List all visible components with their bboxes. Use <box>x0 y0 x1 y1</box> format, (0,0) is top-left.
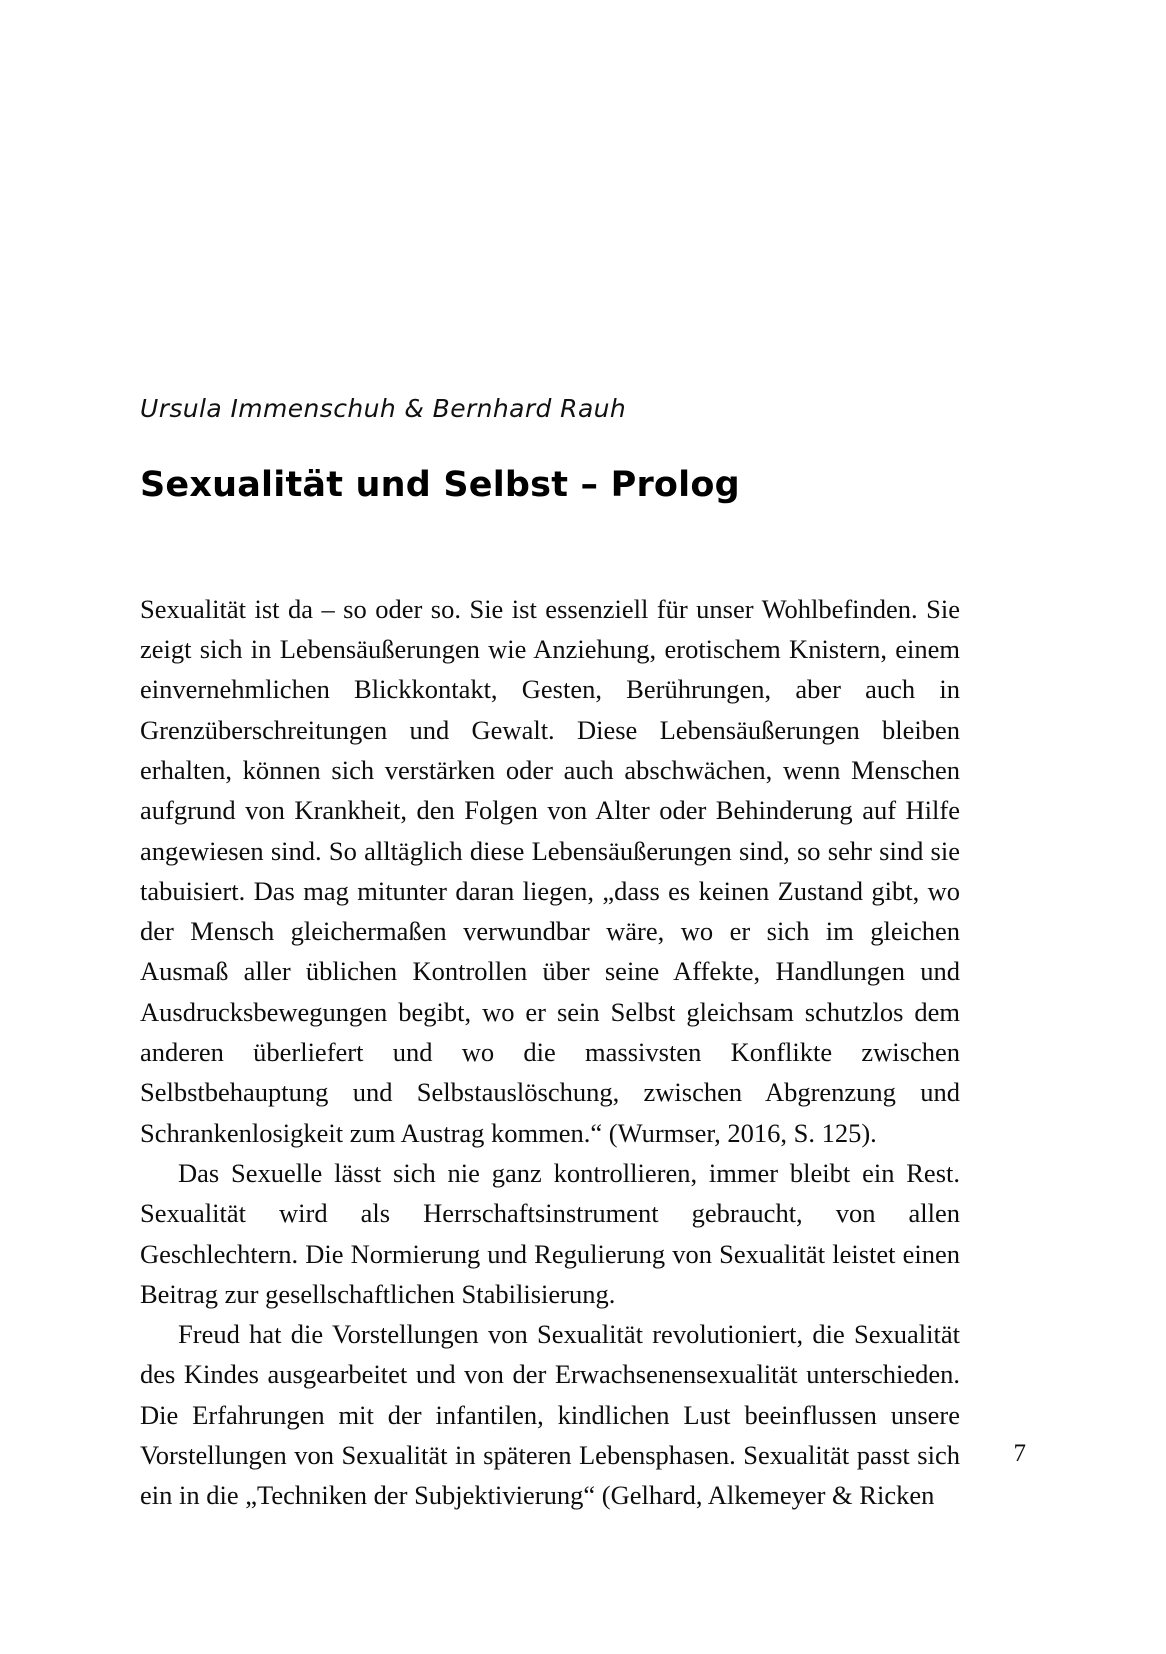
chapter-authors: Ursula Immenschuh & Bernhard Rauh <box>140 394 627 423</box>
page-title: Sexualität und Selbst – Prolog <box>140 464 740 505</box>
body-paragraph: Freud hat die Vorstellungen von Sexualität revolutioniert, die Sexualität des Kindes ausgearbeitet und von der Erwachsenensexualität unterschieden. Die Erfahrungen mit der infantilen, kindlichen Lust beeinflussen unsere Vorstellungen von Sexualität in späteren Lebensphasen. Sexualität passt sich ein in die „Techniken der Subjektivierung“ (Gelhard, Alkemeyer & Ricken <box>140 1319 960 1511</box>
page-number: 7 <box>1013 1440 1026 1467</box>
page-content <box>140 395 960 1516</box>
body-paragraph: Sexualität ist da – so oder so. Sie ist essenziell für unser Wohlbefinden. Sie zeigt sich in Lebensäußerungen wie Anziehung, erotischem Knistern, einem einvernehmlichen Blickkontakt, Gesten, Berührungen, aber auch in Grenzüberschreitungen und Gewalt. Diese Lebensäußerungen bleiben erhalten, können sich verstärken oder auch abschwächen, wenn Menschen aufgrund von Krankheit, den Folgen von Alter oder Behinderung auf Hilfe angewiesen sind. So alltäglich diese Lebensäußerungen sind, so sehr sind sie tabuisiert. Das mag mitunter daran liegen, „dass es keinen Zustand gibt, wo der Mensch gleichermaßen verwundbar wäre, wo er sich im gleichen Ausmaß aller üblichen Kontrollen über seine Affekte, Handlungen und Ausdrucksbewegungen begibt, wo er sein Selbst gleichsam schutzlos dem anderen überliefert und wo die massivsten Konflikte zwischen Selbstbehauptung und Selbstauslöschung, zwischen Abgrenzung und Schrankenlosigkeit zum Austrag kommen.“ (Wurmser, 2016, S. 125). <box>140 593 960 1148</box>
body-paragraph: Das Sexuelle lässt sich nie ganz kontrollieren, immer bleibt ein Rest. Sexualität wird als Herrschaftsinstrument gebraucht, von allen Geschlechtern. Die Normierung und Regulierung von Sexualität leistet einen Beitrag zur gesellschaftlichen Stabilisierung. <box>140 1157 960 1309</box>
